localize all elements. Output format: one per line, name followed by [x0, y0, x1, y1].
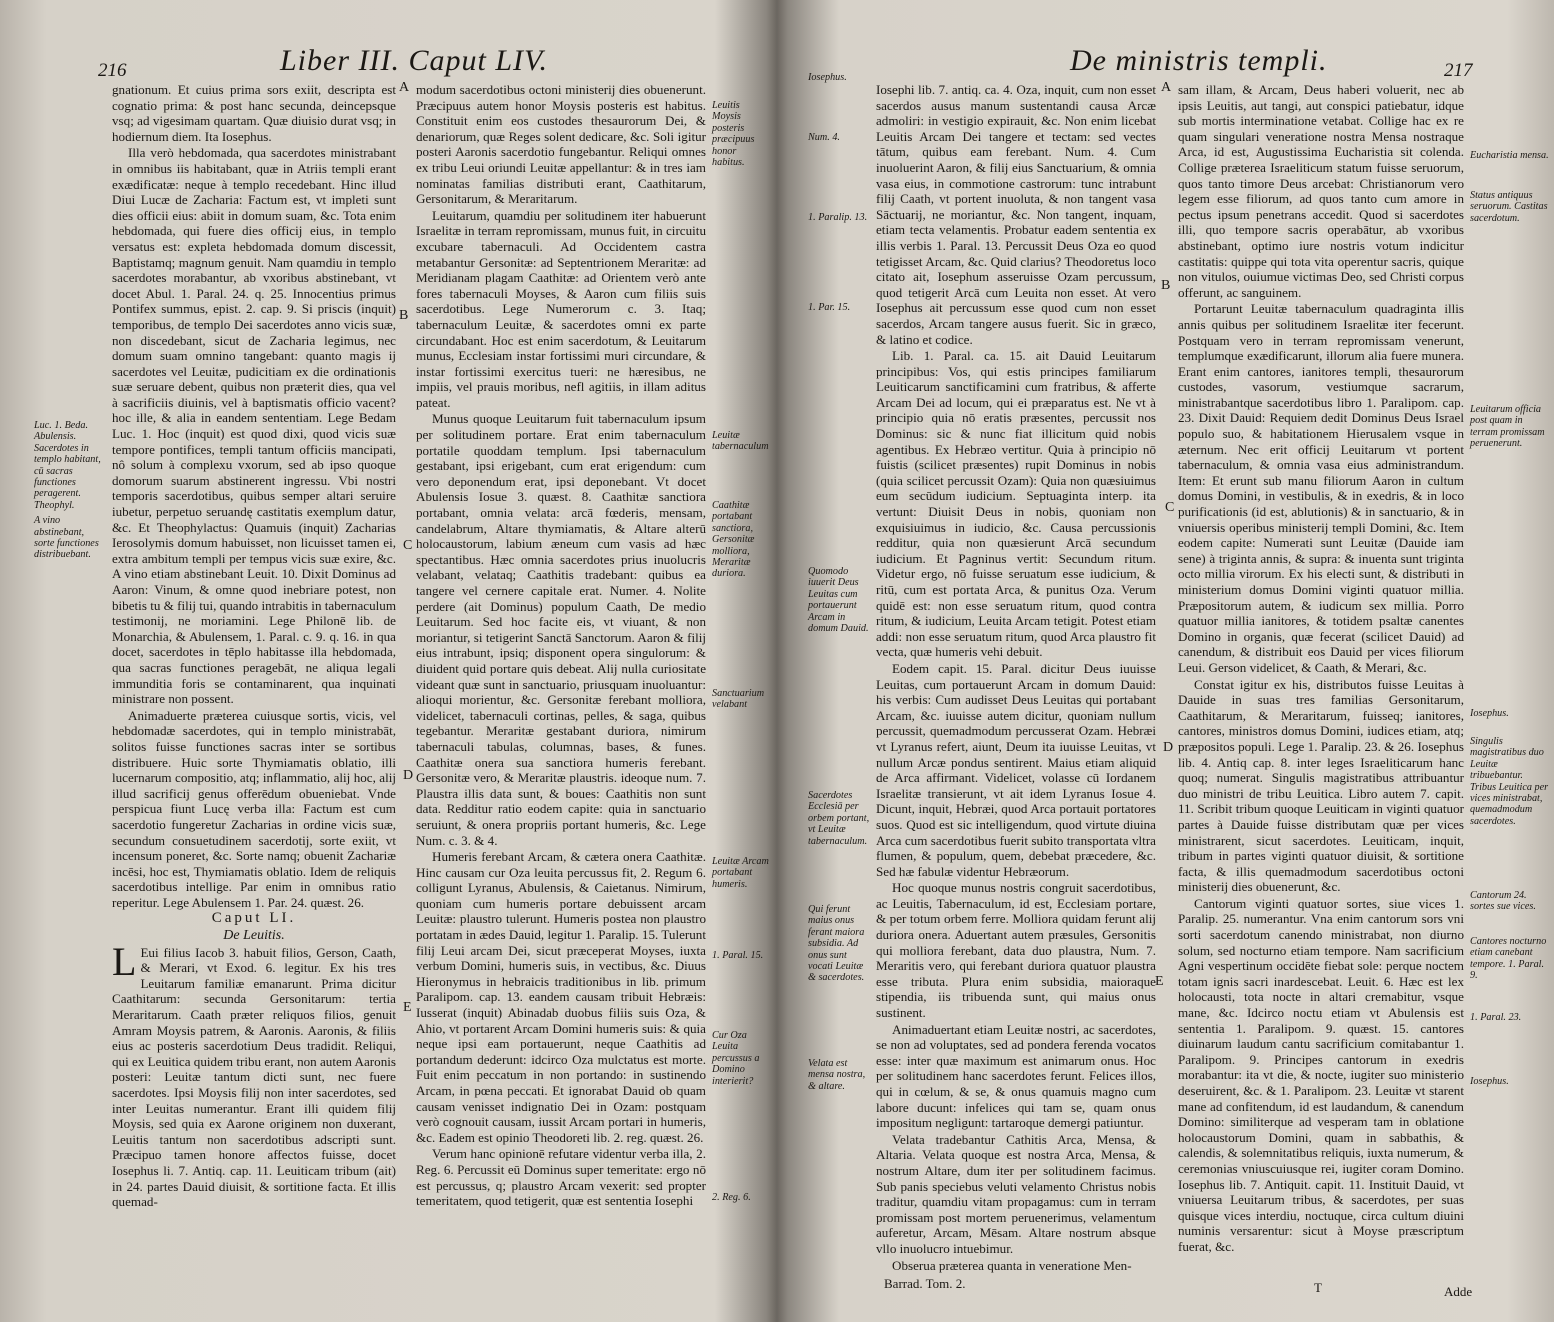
margin-note: Singulis magistratibus duo Leuitæ tribuebantur. Tribus Leuitica per vices ministrabat, quemadmodum sacerdotes. — [1470, 736, 1549, 827]
paragraph: Illa verò hebdomada, qua sacerdotes ministrabant in omnibus iis habitabant, quæ in Atriis templi erant exædificatæ: neque à templo recedebant. Hinc illud Diui Lucæ de Zacharia: Factum est, vt impleti sunt dies officii eius: abiit in domum suam, &c. Tota enim hebdomada, qui fuere dies officij eius, in templo versatus est: expleta hebdomada domum discessit, Baptistamq; magnum genuit. Nam quamdiu in templo sacerdotes morabantur, ab vxoribus abstinebant, vt docet Abul. 1. Paral. 24. q. 25. Innocentius primus Pontifex summus, epist. 2. cap. 9. Si priscis (inquit) temporibus, de templo Dei sacerdotes anno vicis suæ, non discedebant, sicut de Zacharia legimus, nec domum suam omnino tangebant: quanto magis ij sacerdotes vel Leuitæ, pudicitiam ex die ordinationis suæ seruare debent, quibus non præterit dies, qua vel à sacrificiis diuinis, vel à baptismatis officio vacent? hoc ille, & alia in eandem sententiam. Lege Bedam Luc. 1. Hoc (inquit) est quod dixi, quod vicis suæ tempore pontifices, templi tantum officiis mancipati, nô solum à complexu vxorum, sed ab ipso quoque domorum suarum abstinerent ingressu. Vbi nostri temporis sacerdotibus, quibus semper altari seruire iubetur, perpetuo seruandę castitatis exemplum datur, &c. Et Theophylactus: Quamuis (inquit) Zacharias Ierosolymis domum habuisset, non licuisset tamen ei, extra ambitum templi per tempus vicis suæ exire, &c. A vino etiam abstinebant Leuit. 10. Dixit Dominus ad Aaron: Vinum, & omne quod inebriare potest, non bibetis tu & filij tui, quando intrabitis in tabernaculum testimonij, ne moriamini. Lege Philonē lib. de Monarchia, & Abulensem, 1. Paral. c. 9. q. 16. in qua docet, sacerdotes in tēplo habitasse illa hebdomada, qua sacras functiones peragebāt, ne aliqua legali immunditia foris se contaminarent, qua inquinati ministrare non possent. — [112, 145, 397, 707]
margin-note: Iosephus. — [1470, 708, 1509, 719]
paragraph: Humeris ferebant Arcam, & cætera onera Caathitæ. Hinc causam cur Oza leuita percussus fit, 2. Regum 6. colligunt Lyranus, Abulensis, & Caietanus. Nimirum, quoniam cum humeris portare debuissent arcam Leuitæ: plaustro tulerunt. Humeris postea non plaustro portatam in ædes Dauid, legitur 1. Paralip. 15. Tulerunt filij Leui arcam Dei, sicut præceperat Moyses, iuxta verbum Domini, humeris suis, in vectibus, &c. Diuus Hieronymus in hebraicis traditionibus in lib. primum Paralipom. cap. 13. eandem causam tribuit Hebræis: Iusserat (inquit) Abinadab duobus filiis suis Oza, & Ahio, vt portarent Arcam Domini humeris suis: & quia neque ipsi eam portauerunt, neque Caathitis ad portandum dederunt: idcirco Oza mulctatus est morte. Fuit enim peccatum in non portando: in sustinendo Arcam, in pœna peccati. Et ignorabat Dauid ob quam causam venisset indignatio Dei in Ozam: postquam verò cognouit causam, iussit Arcam portari in humeris, &c. Eadem est opinio Theodoreti lib. 2. reg. quæst. 26. — [416, 849, 706, 1145]
left-gutter-note-8: 2. Reg. 6. — [712, 1192, 751, 1203]
paragraph: Velata tradebantur Cathitis Arca, Mensa, & Altaria. Velata quoque est nostra Arca, Mensa, & nostrum Altare, dum iter per solitudinem facimus. Sub panis speciebus veluti velamento Christus nobis traditur, quamdiu vitam propagamus: cum in terram promissam post mortem peruenerimus, velamentum auferetur, Arcam, Mēsam. Altare nostrum absque vllo inuolucro intuebimur. — [876, 1131, 1156, 1256]
section-letter: D — [1163, 740, 1174, 755]
chapter-title: Caput LI. — [211, 910, 297, 927]
left-gutter-note-2: Leuitæ tabernaculum — [712, 430, 769, 453]
left-gutter-note-1: Leuitis Moysis posteris præcipuus honor habitus. — [712, 100, 755, 169]
paragraph: modum sacerdotibus octoni ministerij dies obuenerunt. Præcipuus autem honor Moysis posteris est habitus. Constituit enim eos custodes thesaurorum Dei, & denariorum, quæ Reges solent dedicare, &c. Soli igitur posteri Aaronis sacerdotio fungebantur. Reliqui omnes ex tribu Leui oriundi Leuitæ appellantur: & in tres iam nominatas familias distributi erant, Caathitarum, Gersonitarum, & Meraritarum. — [416, 82, 706, 207]
left-gutter-note-3: Caathitæ portabant sanctiora, Gersonitæ molliora, Meraritæ duriora. — [712, 500, 755, 580]
left-column-1 — [112, 82, 396, 1210]
paragraph: gnationum. Et cuius prima sors exiit, descripta est cognatio prima: & post hanc secunda, deincepsque vsq; ad vigesimam quartam. Quæ diuisio durat vsq; in hodiernum diem. Ita Iosephus. — [112, 82, 396, 144]
left-gutter-note-6: 1. Paral. 15. — [712, 950, 764, 961]
paragraph: Verum hanc opinionē refutare videntur verba illa, 2. Reg. 6. Percussit eū Dominus super temeritate: ergo nō est percussus, q; plaustro Arcam vexerit: sed propter temeritatem, quod tetigerit, quæ est sententia Iosephi — [416, 1146, 706, 1209]
margin-note: A vino abstinebant, sorte functiones distribuebant. — [34, 515, 99, 561]
paragraph: Iosephi lib. 7. antiq. ca. 4. Oza, inquit, cum non esset sacerdos ausus manum sustentandi causa Arcæ admoliri: in vestigio expirauit, &c. Non enim licebat Leuitis Arcam Dei tangere et tectam: sed vectes tātum, quibus eam ferebant. Num. 4. Cum inuoluerint Aaron, & filij eius Sanctuarium, & omnia vasa eius, in commotione castrorum: tunc intrabunt filij Caath, vt portent inuoluta, & non tangent vasa Sāctuarij, ne moriantur, &c. Non tangent, inquam, etiam tecta velamentis. Probatur eadem sententia ex illis verbis 1. Paral. 13. Percussit Deus Oza eo quod tetigisset Arcam, &c. Quid clarius? Theodoretus loco citato ait, Iosephum asseruisse Ozam percussum, quod tetigerit Arcā cum Leuita non esset. At vero Iosephus ait percussum esse quod cum non esset sacerdos, Arcam tangere ausus fuerit. Sic in græco, & latino et codice. — [876, 82, 1156, 347]
left-page-number: 216 — [98, 60, 127, 81]
left-column-2 — [416, 82, 706, 1209]
margin-note: Status antiquus seruorum. Castitas sacerdotum. — [1470, 190, 1548, 224]
paragraph: Lib. 1. Paral. ca. 15. ait Dauid Leuitarum principibus: Vos, qui estis principes familiarum Leuiticarum sanctificamini cum fratribus, & afferte Arcam Dei ad locum, qui ei præparatus est. Ne vt à principio quia nō eratis præsentes, percussit nos Dominus: sic & nunc fiat illicitum quid nobis agentibus. Ex Hebræo vertitur. Quia à principio nō fuistis (scilicet præsentes) rupit Dominus in nobis (quia scilicet percussit Ozam): Quia non quæsiuimus eum secūdum iudicium. Septuaginta interp. ita vertunt: Diuisit Deus in nobis, quoniam non exquisiuimus in iudicio, &c. Causa percussionis redditur, quia non quæsierunt Arcā secundum iudicium. Et Pagninus vertit: Secundum ritum. Videtur ergo, nō fuisse seruatum esse iudicium, & ritū, cum est portata Arca, & punitus Oza. Verum quidē est: non esse seruatum ritum, quod contra ritum, & iudicium, Leuita Arcam tetigit. Potest etiam addi: non esse seruatum ritum, quod Arca plaustro fit vecta, quæ humeris vehi debuit. — [876, 348, 1156, 660]
margin-note: 1. Paralip. 13. — [808, 212, 868, 223]
catchword: Adde — [1444, 1284, 1473, 1299]
paragraph: Animaduerte præterea cuiusque sortis, vicis, vel hebdomadæ sacerdotes, qui in templo ministrabāt, solitos fuisse functiones sacras inter se sortibus distribuere. Huic sorte Thymiamatis oblatio, illi lucernarum compositio, atq; inflammatio, alij hoc, alij illud sacrificij genus offerēdum obueniebat. Vnde perspicua fiunt Lucę verba illa: Factum est cum sacerdotio fungeretur Zacharias in ordine vicis suæ, secundum consuetudinem sacerdotij, sorte exiit, vt incensum poneret, &c. Sorte namq; obuenit Zachariæ incēsi, hoc est, Thymiamatis oblatio. Idem de reliquis sacerdotibus intellige. Par enim in omnibus ratio reperitur. Lege Abulensem 1. Par. 24. quæst. 26. — [112, 707, 396, 910]
chapter-paragraph — [112, 938, 396, 1210]
section-letter: C — [1165, 500, 1175, 515]
left-page — [0, 0, 775, 1322]
left-outer-margin-notes — [34, 420, 104, 565]
margin-note: Quomodo iuuerit Deus Leuitas cum portauerunt Arcam in domum Dauid. — [808, 566, 869, 635]
right-outer-margin-notes — [1470, 150, 1550, 1091]
section-letter: E — [403, 1000, 412, 1015]
left-gutter-note-4: Sanctuarium velabant — [712, 688, 765, 711]
paragraph: Animaduertant etiam Leuitæ nostri, ac sacerdotes, se non ad voluptates, sed ad pondera ferenda vocatos esse: inter quæ maximum est animarum onus. Hoc per solitudinem hanc sacerdotes ferunt. Felices illos, qui in cœlum, & se, & onus quamuis magno cum labore ducunt: infelices qui tam se, quam onus impositum negligunt: tartaroque demergi patiuntur. — [876, 1021, 1156, 1131]
margin-note: Velata est mensa nostra, & altare. — [808, 1058, 866, 1092]
margin-note: 1. Paral. 23. — [1470, 1012, 1522, 1023]
paragraph: Portarunt Leuitæ tabernaculum quadraginta illis annis quibus per solitudinem Israelitæ iter fecerunt. Postquam vero in terram repromissam venerunt, templumque exædificarunt, illorum alia fuere munera. Erant enim cantores, ianitores templi, thesaurorum custodes, vasorum, vestiumque sacrarum, ministrabantque sacerdotibus libro 1. Paralipom. cap. 23. Dixit Dauid: Requiem dedit Dominus Deus Israel populo suo, & habitationem Hierusalem vsque in æternum. Nec erit officij Leuitarum vt portent tabernaculum, & omnia vasa eius administrandum. Item: Et erunt sub manu filiorum Aaron in cultum domus Domini, in vestibulis, & in exedris, & in loco purificationis (id est, ablutionis) & in sanctuario, & in vniuersis operibus ministerij templi Domini, &c. Item eodem capite: Numerati sunt Leuitæ (Dauide iam sene) à triginta annis, & supra: & inuenta sunt triginta octo millia virorum. Ex his electi sunt, & distributi in ministerium domus Domini viginti quatuor millia. Præpositorum autem, & iudicum sex millia. Porro quatuor millia ianitores, & totidem psaltæ canentes Domino in organis, quæ fecerat (scilicet Dauid) ad canendum, & distribuit eos Dauid per vices filiorum Leui. Gerson videlicet, & Caath, & Merari, &c. — [1178, 301, 1464, 675]
right-page-number: 217 — [1444, 60, 1473, 81]
paragraph: Leuitarum, quamdiu per solitudinem iter habuerunt Israelitæ in terram repromissam, munus fuit, in circuitu excubare tabernaculi. Ad Occidentem castra metabantur Gersonitæ: ad Septentrionem Meraritæ: ad Meridianam plagam Caathitæ: ad Orientem verò ante fores tabernaculi Moyses, & Aaron cum filiis suis sacerdotibus. Lege Numerorum c. 3. Itaq; tabernaculum Leuitæ, & sacerdotes omni ex parte circundabant. Hoc est enim sacerdotum, & Leuitarum munus, Ecclesiam instar fortissimi muri circundare, & instar fortissimi exercitus tueri: ne hæresibus, ne impiis, vel prauis moribus, nefl agitiis, in illam aditus pateat. — [416, 207, 706, 410]
section-letter: B — [399, 308, 409, 323]
drop-cap: L — [112, 938, 137, 984]
signature-mark: T — [1314, 1280, 1322, 1295]
left-gutter-note-5: Leuitæ Arcam portabant humeris. — [712, 856, 769, 890]
right-column-1 — [876, 82, 1156, 1273]
paragraph: Munus quoque Leuitarum fuit tabernaculum ipsum per solitudinem portare. Erat enim tabernaculum portatile quoddam templum. Ipsi tabernaculum gestabant, ipsi erigebant, cum erat erigendum: cum vero deponendum erat, ipsi deponebant. Vt docet Abulensis Iosue 3. quæst. 8. Caathitæ sanctiora portabant, omnia velata: arcā fœderis, mensam, candelabrum, Altare thymiamatis, & Altare alterū holocaustorum, labium æneum cum vasis ad hæc spectantibus. Hæc omnia sacerdotes prius inuolucris velabant, velataq; Caathitis tradebant: quibus ea tangere vel cernere capitale erat. Numer. 4. Nolite perdere (ait Dominus) populum Caath, De medio Leuitarum. Sed hoc facite eis, vt viuant, & non moriantur, si tetigerint Sanctā Sanctorum. Aaron & filij eius intrabunt, ipsiq; disponent opera singulorum: & diuident quid portare quis debeat. Alij nulla curiositate videant quæ sunt in sanctuario, priusquam inuoluantur: alioqui morientur, &c. Gersonitæ ferebant molliora, videlicet, tabernaculi cortinas, pelles, & saga, quibus tegebantur. Meraritæ gestabant duriora, nimirum tabernaculi tabulas, columnas, bases, & funes. Caathitæ onera sua sanctiora humeris ferebant. Gersonitæ vero, & Meraritæ plaustris. ideoque num. 7. Plaustra illis data sunt, & boues: Caathitis non sunt data. Redditur ratio eodem capite: quia in sanctuario seruiunt, & onera propriis portant humeris, &c. Lege Num. c. 3. & 4. — [416, 411, 706, 848]
left-running-head: Liber III. Caput LIV. — [280, 44, 548, 77]
section-letter: A — [399, 80, 410, 95]
margin-note: 1. Par. 15. — [808, 302, 851, 313]
paragraph: Eodem capit. 15. Paral. dicitur Deus iuuisse Leuitas, cum portauerunt Arcam in domum Dauid: his verbis: Cum audisset Deus Leuitas qui portabant Arcam, &c. iuuisse autem dicitur, quoniam nullum percussit, quemadmodum percusserat Ozam. Hebræi vt Lyranus refert, aiunt, Deum ita iuuisse Leuitas, vt nullum Arcæ pondus sentirent. Maius etiam aliquid de Arca affirmant. Videlicet, volasse cū Iordanem Israelitæ transierunt, vt ait idem Lyranus Iosue 4. Dicunt, inquit, Hebræi, quod Arca portauit portatores suos. Quod est sic intelligendum, quod virtute diuina Arca cum sacerdotibus fuerit subito transportata vltra flumen, & populum, quem, debebat præcedere, &c. Sed hæ fabulæ videntur Hebræorum. — [876, 660, 1156, 879]
left-gutter-note-7: Cur Oza Leuita percussus a Domino interierit? — [712, 1030, 760, 1087]
footer-left: Barrad. Tom. 2. — [884, 1276, 966, 1291]
margin-note: Qui ferunt maius onus ferant maiora subsidia. Ad onus sunt vocati Leuitæ & sacerdotes. — [808, 904, 865, 984]
margin-note: Luc. 1. Beda. Abulensis. Sacerdotes in templo habitant, cū sacras functiones peragerent. Theophyl. — [34, 420, 101, 511]
margin-note: Eucharistia mensa. — [1470, 150, 1549, 161]
margin-note: Iosephus. — [1470, 1076, 1509, 1087]
section-letter: C — [403, 538, 413, 553]
margin-note: Iosephus. — [808, 72, 847, 83]
paragraph: Cantorum viginti quatuor sortes, siue vices 1. Paralip. 25. numerantur. Vna enim cantorum sors vni sorti sacerdotum canendo ministrabat, non diurno solum, sed nocturno etiam tempore. Nam sacrificium Agni vespertinum occidēte fiebat sole: perque noctem totam ignis sacri inardescebat. Leuit. 6. Hæc est lex holocausti, tota nocte in altari cremabitur, vsque mane, &c. Idcirco noctu etiam vt Abulensis est sententia 1. Paralipom. 9. quæst. 15. cantores diuinarum laudum cantu sacrificium comitabantur 1. Paralipom. 9. Principes cantorum in exedris morabantur: ita vt die, & nocte, iugiter suo ministerio deseruirent, &c. & 1. Paralipom. 23. Leuitæ vt starent mane ad confitendum, id est laudandum, & canendum Domino: similiterque ad vesperam tam in oblatione holocaustorum Domini, quam in sabbathis, & calendis, & solemnitatibus reliquis, iuxta numerum, & ceremonias vniuscuiusque rei, iugiter coram Domino. Iosephus lib. 7. Antiquit. capit. 11. Instituit Dauid, vt vniuersa Leuitarum tribus, & sacerdotes, per suas quisque vices interdiu, noctuque, circa cultum diuini numinis versarentur: sicut à Moyse præscriptum fuerat, &c. — [1178, 895, 1464, 1254]
section-letter: D — [403, 768, 414, 783]
paragraph: Obserua præterea quanta in veneratione Men- — [892, 1257, 1132, 1273]
section-letter: E — [1155, 974, 1164, 989]
right-inner-margin-notes — [808, 72, 872, 1096]
right-page — [780, 0, 1554, 1322]
section-letter: B — [1161, 278, 1171, 293]
margin-note: Cantorum 24. sortes sue vices. — [1470, 890, 1536, 913]
right-running-head: De ministris templi. — [1070, 44, 1328, 77]
section-letter: A — [1161, 80, 1172, 95]
margin-note: Sacerdotes Ecclesiā per orbem portant, vt Leuitæ tabernaculum. — [808, 790, 870, 847]
right-column-2 — [1178, 82, 1464, 1255]
paragraph: Hoc quoque munus nostris congruit sacerdotibus, ac Leuitis, Tabernaculum, id est, Ecclesiam portare, & per totum orbem ferre. Molliora quidam ferunt alij duriora onera. Aduertant autem præsules, Gersonitis qui molliora ferebant, data duo plaustra, Num. 7. Meraritis vero, qui ferebant duriora quatuor plaustra esse tributa. Plura enim subsidia, maioraque stipendia, iis tribuenda sunt, qui maius onus sustinent. — [876, 880, 1156, 1021]
margin-note: Num. 4. — [808, 132, 840, 143]
paragraph: sam illam, & Arcam, Deus haberi voluerit, nec ab ipsis Leuitis, aut tangi, aut conspici patiebatur, idque sub mortis interminatione vetabat. Collige hac ex re quam singulari veneratione nostra Mensa nostraque Arca, id est, Augustissima Eucharistia sit colenda. Collige præterea Israeliticum statum fuisse seruorum, quos tanto timore Deus arcebat: Christianorum vero legem esse filiorum, ad quos tanto cum amore in pectus ipsum penetrans accedit. Quod si sacerdotes illi, quo tempore sacris operabātur, ab vxoribus abstinebant, optimo iure nostris votum indicitur castitatis: quippe qui tota vita operentur sacris, quique non vitulos, ouiumue victimas Deo, sed Christi corpus offerunt, ac sanguinem. — [1178, 82, 1464, 300]
chapter-subtitle: De Leuitis. — [223, 928, 285, 944]
margin-note: Leuitarum officia post quam in terram promissam peruenerunt. — [1470, 404, 1545, 450]
margin-note: Cantores nocturno etiam canebant tempore. 1. Paral. 9. — [1470, 936, 1547, 982]
chapter-paragraph-text: Eui filius Iacob 3. habuit filios, Gerson, Caath, & Merari, vt Exod. 6. legitur. Ex his tres Leuitarum familiæ emanarunt. Prima dicitur Caathitarum: secunda Gersonitarum: tertia Meraritarum. Caath præter reliquos filios, genuit Amram Moysis patrem, & Aaronis. Aaronis, & filiis eius ac posteris sacerdotium Deus tradidit. Reliqui, qui ex Leuitica quidem tribu erant, non autem Aaronis posteri: Leuitæ tantum dicti sunt, nec fuere sacerdotes. Ipsi Moysis filij non inter sacerdotes, sed inter Leuitas numerantur. Erant illi quidem filij Moysis, sed quia ex Aarone originem non duxerant, Leuitis tantum non sacerdotibus adscripti sunt. Præcipuo tamen honore affectos fuisse, docet Iosephus li. 7. Antiq. cap. 11. Leuiticam tribum (ait) in 24. partes Dauid diuisit, & sortitione facta. Et illis quemad- — [112, 944, 396, 1210]
paragraph: Constat igitur ex his, distributos fuisse Leuitas à Dauide in suas tres familias Gersonitarum, Caathitarum, & Meraritarum, fuisseq; ianitores, cantores, ministros domus Domini, iudices etiam, atq; præpositos populi. Lege 1. Paralip. 23. & 26. Iosephus lib. 4. Antiq cap. 8. inter leges Israeliticarum hanc quoq; numerat. Singulis magistratibus attribuantur duo ministri de tribu Leuitica. Libro autem 7. capit. 11. Scribit tribum quoque Leuiticam in viginti quatuor partes à Dauide fuisse distributam quæ per vices ministrarent, sicut sacerdotes. Leuiticam, inquit, tribum in partes viginti quatuor diuisit, & sortitione facta, & illis quemadmodum sacerdotibus octoni ministerij dies obuenerunt, &c. — [1178, 676, 1464, 895]
